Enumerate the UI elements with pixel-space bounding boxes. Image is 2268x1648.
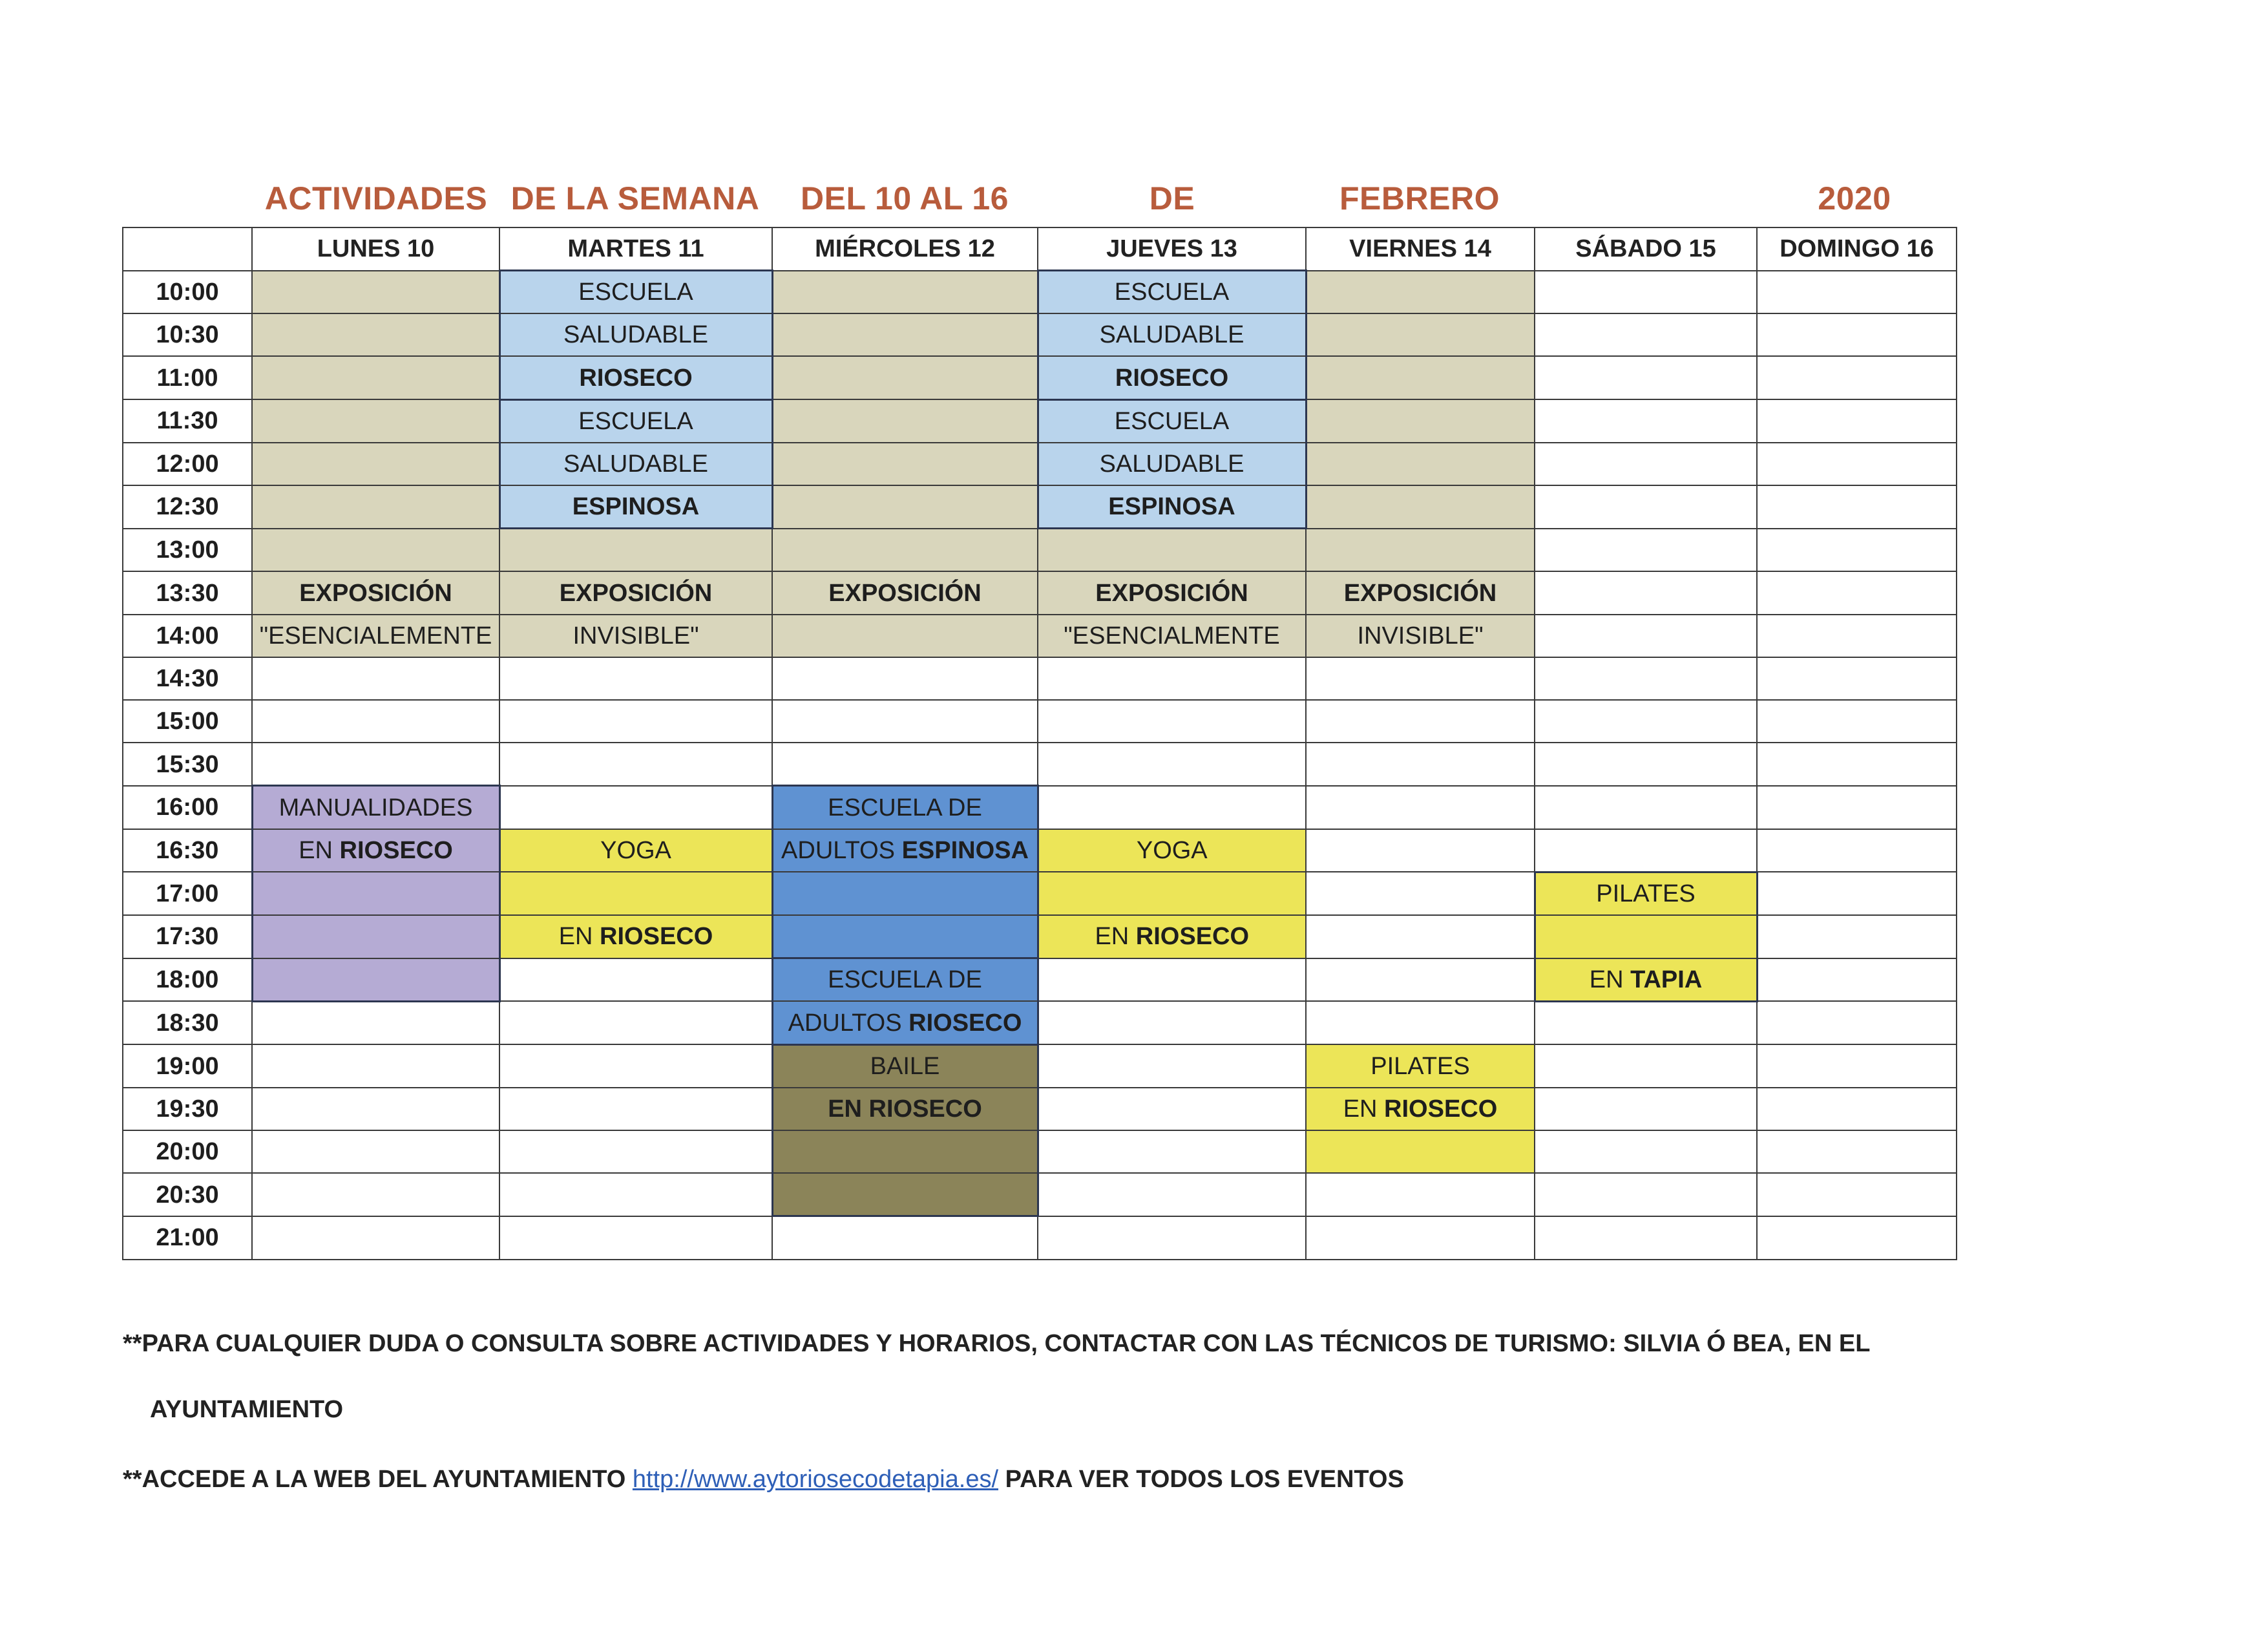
location-label: RIOSECO [1115,364,1229,392]
time-label: 13:30 [123,571,252,614]
time-row [123,743,1957,786]
time-label: 19:00 [123,1044,252,1088]
exposicion-cell [1306,356,1535,399]
baile-cell: BAILE [772,1044,1038,1088]
escuela-adultos-cell [772,915,1038,958]
manualidades-cell [252,958,499,1002]
exposicion-cell [1306,399,1535,443]
empty-cell [1757,529,1957,572]
day-header: VIERNES 14 [1306,227,1535,271]
schedule-title [0,180,2268,225]
exposicion-cell [252,356,499,399]
baile-cell [772,1173,1038,1216]
location-label: RIOSECO [1384,1095,1498,1123]
escuela-saludable-cell [1038,485,1306,529]
exposicion-cell [1306,313,1535,356]
exposicion-cell [772,529,1038,572]
day-header: SÁBADO 15 [1535,227,1757,271]
empty-cell [1038,786,1306,829]
empty-cell [1038,700,1306,743]
pilates-cell: PILATES [1535,872,1757,915]
exposicion-cell: INVISIBLE" [1306,615,1535,657]
empty-cell [1535,657,1757,700]
empty-cell [1038,1216,1306,1260]
escuela-saludable-cell: SALUDABLE [1038,313,1306,356]
exposicion-label: EXPOSICIÓN [299,579,452,607]
empty-cell [1757,1216,1957,1260]
empty-cell [1535,786,1757,829]
pilates-cell [1535,915,1757,958]
empty-cell [499,1044,772,1088]
en-label: EN [1095,923,1129,951]
escuela-saludable-cell: ESCUELA [1038,271,1306,314]
pilates-cell [1306,1088,1535,1130]
exposicion-cell [499,571,772,614]
location-label: EN RIOSECO [828,1095,982,1123]
empty-cell [1757,915,1957,958]
empty-cell [1757,872,1957,915]
time-row [123,1216,1957,1260]
empty-cell [772,1216,1038,1260]
manualidades-cell: MANUALIDADES [252,786,499,829]
empty-cell [1535,1088,1757,1130]
empty-cell [1757,571,1957,614]
empty-cell [1757,1130,1957,1173]
empty-cell [1535,356,1757,399]
empty-cell [1306,1216,1535,1260]
title-actividades: ACTIVIDADES [264,180,488,217]
location-label: ESPINOSA [1108,493,1235,521]
website-note-prefix: **ACCEDE A LA WEB DEL AYUNTAMIENTO [123,1466,626,1493]
time-row [123,829,1957,872]
time-row [123,529,1957,572]
empty-cell [1306,872,1535,915]
time-row [123,1173,1957,1216]
empty-cell [1306,958,1535,1002]
empty-cell [499,700,772,743]
time-row [123,399,1957,443]
exposicion-cell: "ESENCIALEMENTE [252,615,499,657]
time-row [123,271,1957,314]
contact-note-continuation: AYUNTAMIENTO [150,1396,344,1423]
en-label: EN [1343,1095,1378,1123]
time-label: 16:30 [123,829,252,872]
escuela-saludable-cell: ESCUELA [499,271,772,314]
exposicion-label: EXPOSICIÓN [1095,579,1248,607]
time-label: 18:30 [123,1001,252,1044]
empty-cell [252,1216,499,1260]
empty-cell [499,1088,772,1130]
empty-cell [1535,829,1757,872]
exposicion-cell [252,271,499,314]
location-label: RIOSECO [579,364,693,392]
empty-cell [499,1001,772,1044]
empty-cell [1038,1088,1306,1130]
empty-cell [1306,657,1535,700]
empty-cell [1757,786,1957,829]
en-label: EN [1589,966,1624,993]
empty-cell [1535,743,1757,786]
empty-cell [1306,700,1535,743]
empty-cell [1306,829,1535,872]
empty-cell [1535,399,1757,443]
empty-cell [499,1216,772,1260]
time-label: 15:30 [123,743,252,786]
time-row [123,1001,1957,1044]
empty-cell [1038,657,1306,700]
time-row [123,872,1957,915]
empty-cell [1306,743,1535,786]
empty-cell [499,1173,772,1216]
time-row [123,958,1957,1002]
location-label: RIOSECO [1135,923,1250,951]
empty-cell [1535,615,1757,657]
empty-cell [1535,485,1757,529]
exposicion-cell [1306,571,1535,614]
yoga-cell [1038,915,1306,958]
baile-cell [772,1130,1038,1173]
exposicion-cell [252,529,499,572]
escuela-saludable-cell: ESCUELA [1038,399,1306,443]
location-label: ESPINOSA [572,493,700,521]
exposicion-cell [252,571,499,614]
empty-cell [1038,1130,1306,1173]
location-label: RIOSECO [339,836,453,864]
exposicion-cell [772,313,1038,356]
empty-cell [1535,700,1757,743]
exposicion-cell [772,271,1038,314]
time-label: 17:30 [123,915,252,958]
yoga-cell: YOGA [1038,829,1306,872]
yoga-cell [499,915,772,958]
time-row [123,571,1957,614]
exposicion-cell: INVISIBLE" [499,615,772,657]
website-note [123,1466,1404,1494]
location-label: ESPINOSA [901,836,1029,864]
location-label: TAPIA [1630,966,1703,993]
time-label: 17:00 [123,872,252,915]
day-header: MARTES 11 [499,227,772,271]
empty-cell [1757,485,1957,529]
empty-cell [1306,1173,1535,1216]
exposicion-cell [252,313,499,356]
location-label: RIOSECO [600,923,713,951]
en-label: EN [299,836,333,864]
exposicion-cell [1038,529,1306,572]
empty-cell [1306,915,1535,958]
empty-cell [252,1001,499,1044]
escuela-saludable-cell [499,356,772,399]
exposicion-label: EXPOSICIÓN [828,579,982,607]
empty-cell [1757,657,1957,700]
empty-cell [1038,1173,1306,1216]
empty-cell [1535,1216,1757,1260]
exposicion-cell [1038,571,1306,614]
time-label: 10:00 [123,271,252,314]
exposicion-label: EXPOSICIÓN [1343,579,1497,607]
empty-cell [1535,313,1757,356]
time-row [123,915,1957,958]
exposicion-cell [499,529,772,572]
time-label: 14:30 [123,657,252,700]
time-label: 11:30 [123,399,252,443]
empty-cell [499,743,772,786]
exposicion-cell [1306,485,1535,529]
time-label: 19:30 [123,1088,252,1130]
empty-cell [1757,700,1957,743]
day-header: JUEVES 13 [1038,227,1306,271]
exposicion-cell [1306,443,1535,485]
title-semana: DE LA SEMANA [510,180,760,217]
escuela-saludable-cell [1038,356,1306,399]
time-label: 16:00 [123,786,252,829]
title-fechas: DEL 10 AL 16 [801,180,1009,217]
time-label: 12:00 [123,443,252,485]
time-row [123,1088,1957,1130]
yoga-cell [499,872,772,915]
time-label: 18:00 [123,958,252,1002]
escuela-saludable-cell: SALUDABLE [499,443,772,485]
empty-cell [252,1130,499,1173]
empty-cell [252,1173,499,1216]
exposicion-cell [252,443,499,485]
time-row [123,657,1957,700]
exposicion-cell [1306,529,1535,572]
exposicion-cell [772,399,1038,443]
exposicion-cell [252,485,499,529]
escuela-saludable-cell: ESCUELA [499,399,772,443]
empty-cell [252,1088,499,1130]
exposicion-cell [772,443,1038,485]
empty-cell [252,657,499,700]
escuela-adultos-cell [772,829,1038,872]
escuela-saludable-cell: SALUDABLE [499,313,772,356]
empty-cell [1757,271,1957,314]
empty-cell [252,700,499,743]
escuela-saludable-cell [499,485,772,529]
pilates-cell [1535,958,1757,1002]
escuela-adultos-cell [772,1001,1038,1044]
empty-cell [1535,271,1757,314]
empty-cell [1535,1173,1757,1216]
exposicion-cell [772,571,1038,614]
time-label: 10:30 [123,313,252,356]
pilates-cell: PILATES [1306,1044,1535,1088]
title-de: DE [1149,180,1195,217]
empty-cell [1535,571,1757,614]
exposicion-cell [1306,271,1535,314]
day-header: LUNES 10 [252,227,499,271]
time-label: 20:00 [123,1130,252,1173]
weekly-schedule-table [122,227,1957,1260]
exposicion-cell [772,615,1038,657]
empty-cell [772,700,1038,743]
yoga-cell [1038,872,1306,915]
baile-cell [772,1088,1038,1130]
empty-cell [1757,1001,1957,1044]
time-label: 20:30 [123,1173,252,1216]
empty-cell [1757,443,1957,485]
title-anio: 2020 [1818,180,1891,217]
website-note-suffix: PARA VER TODOS LOS EVENTOS [1005,1466,1404,1493]
en-label: EN [558,923,593,951]
exposicion-label: EXPOSICIÓN [559,579,713,607]
exposicion-cell: "ESENCIALMENTE [1038,615,1306,657]
day-header-row [123,227,1957,271]
empty-cell [772,657,1038,700]
escuela-saludable-cell: SALUDABLE [1038,443,1306,485]
empty-cell [1038,1044,1306,1088]
empty-cell [252,743,499,786]
pilates-cell [1306,1130,1535,1173]
empty-cell [1757,1173,1957,1216]
empty-cell [1757,313,1957,356]
empty-cell [1757,958,1957,1002]
empty-cell [252,1044,499,1088]
time-label: 14:00 [123,615,252,657]
time-row [123,700,1957,743]
day-header: DOMINGO 16 [1757,227,1957,271]
exposicion-cell [772,356,1038,399]
exposicion-cell [772,485,1038,529]
empty-cell [1757,743,1957,786]
empty-cell [1757,829,1957,872]
empty-cell [1757,1088,1957,1130]
time-row [123,1044,1957,1088]
empty-cell [499,958,772,1002]
empty-cell [1535,529,1757,572]
empty-cell [1306,1001,1535,1044]
empty-cell [772,743,1038,786]
empty-cell [1757,1044,1957,1088]
empty-cell [1535,1044,1757,1088]
empty-cell [499,1130,772,1173]
empty-cell [1535,443,1757,485]
manualidades-cell [252,872,499,915]
empty-cell [1757,615,1957,657]
time-label: 21:00 [123,1216,252,1260]
empty-cell [499,657,772,700]
time-label: 15:00 [123,700,252,743]
location-label: RIOSECO [908,1009,1022,1037]
yoga-cell: YOGA [499,829,772,872]
empty-cell [1535,1130,1757,1173]
contact-note: **PARA CUALQUIER DUDA O CONSULTA SOBRE ACTIVIDADES Y HORARIOS, CONTACTAR CON LAS TÉCNICOS DE TURISMO: SILVIA Ó BEA, EN EL [123,1330,1871,1357]
corner-cell [123,227,252,271]
empty-cell [1306,786,1535,829]
time-label: 13:00 [123,529,252,572]
time-row [123,1130,1957,1173]
escuela-adultos-cell: ESCUELA DE [772,786,1038,829]
manualidades-cell [252,915,499,958]
empty-cell [1038,1001,1306,1044]
time-row [123,615,1957,657]
time-row [123,356,1957,399]
time-row [123,313,1957,356]
empty-cell [1535,1001,1757,1044]
escuela-adultos-cell [772,872,1038,915]
time-label: 12:30 [123,485,252,529]
adultos-label: ADULTOS [788,1009,902,1037]
empty-cell [1757,356,1957,399]
time-row [123,786,1957,829]
escuela-adultos-cell: ESCUELA DE [772,958,1038,1002]
time-row [123,443,1957,485]
manualidades-cell [252,829,499,872]
time-row [123,485,1957,529]
empty-cell [1038,958,1306,1002]
empty-cell [1038,743,1306,786]
website-link[interactable]: http://www.aytoriosecodetapia.es/ [632,1466,999,1493]
empty-cell [1757,399,1957,443]
exposicion-cell [252,399,499,443]
title-mes: FEBRERO [1339,180,1500,217]
day-header: MIÉRCOLES 12 [772,227,1038,271]
empty-cell [499,786,772,829]
adultos-label: ADULTOS [781,836,896,864]
time-label: 11:00 [123,356,252,399]
